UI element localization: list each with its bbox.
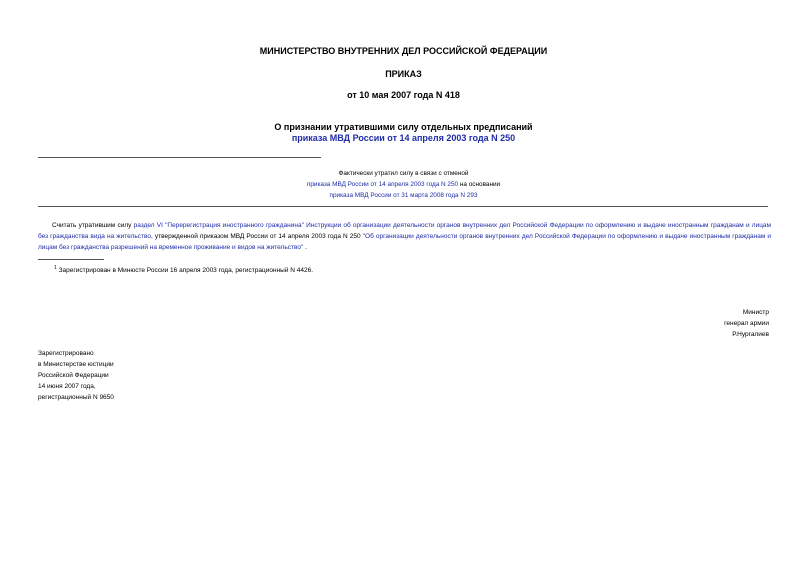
signature-block	[724, 307, 769, 340]
order-date: от 10 мая 2007 года N 418	[347, 90, 460, 100]
signature-rank: генерал армии	[724, 320, 769, 327]
footnote-marker: 1	[54, 265, 57, 271]
order-heading: ПРИКАЗ	[385, 69, 422, 79]
footnote-text: Зарегистрирован в Минюсте России 16 апреля 2003 года, регистрационный N 4426.	[56, 267, 314, 275]
title-order-link[interactable]: приказа МВД России от 14 апреля 2003 года N 250	[291, 133, 516, 143]
body-text-a: Считать утратившим силу	[52, 222, 134, 229]
body-paragraph	[38, 220, 771, 253]
signature-name: Р.Нургалиев	[732, 331, 769, 338]
status-note-link-250[interactable]: приказа МВД России от 14 апреля 2003 года N 250	[306, 181, 459, 188]
signature-position: Министр	[742, 309, 769, 316]
divider-middle	[38, 206, 768, 207]
registration-line1: Зарегистрировано	[38, 350, 94, 357]
status-note-line2-rest: на основании	[458, 181, 501, 188]
body-text-c: .	[303, 244, 307, 251]
body-link-section-vi[interactable]: раздел VI "Перерегистрация иностранного гражданина" Инструкции об организации деятельности органов внутренних дел Российской Федерации по оформлению и выдаче иностранным гражданам и лицам без гражданства вида на жительство	[38, 222, 772, 240]
status-note-line1: Фактически утратил силу в связи с отменой	[338, 170, 469, 177]
status-note-link-293[interactable]: приказа МВД России от 31 марта 2008 года N 293	[329, 192, 478, 199]
footnote	[54, 265, 313, 274]
status-note-line2	[0, 181, 807, 188]
divider-top	[38, 157, 321, 158]
registration-line3: Российской Федерации	[38, 372, 109, 379]
registration-block	[38, 348, 114, 403]
registration-number: регистрационный N 9650	[38, 394, 114, 401]
document-title: О признании утратившими силу отдельных предписаний	[274, 122, 533, 132]
footnote-separator	[38, 259, 104, 260]
ministry-heading: МИНИСТЕРСТВО ВНУТРЕННИХ ДЕЛ РОССИЙСКОЙ ФЕДЕРАЦИИ	[259, 46, 548, 56]
registration-line2: в Министерстве юстиции	[38, 361, 114, 368]
body-text-b: , утвержденной приказом МВД России от 14 апреля 2003 года N 250	[150, 233, 363, 240]
body-link-order-title[interactable]: "Об организации деятельности органов внутренних дел Российской Федерации по оформлению и выдаче иностранным гражданам и лицам без гражданства разрешений на временное проживание и видов на жительство"	[38, 233, 771, 251]
registration-date: 14 июня 2007 года,	[38, 383, 96, 390]
